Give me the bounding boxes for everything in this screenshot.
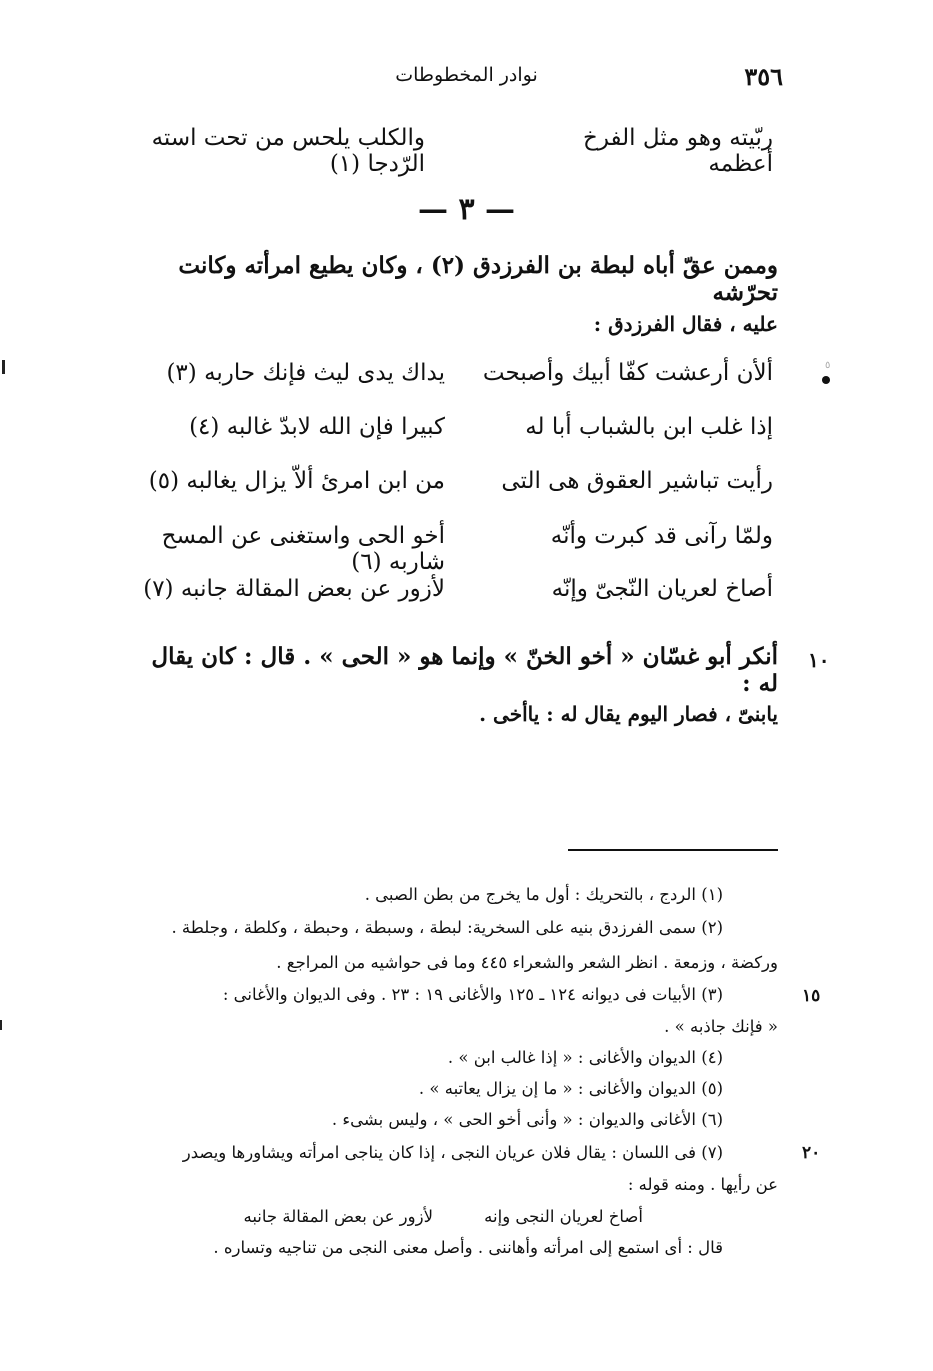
running-title: نوادر المخطوطات: [395, 64, 538, 86]
poem-verse-5-first-hemistich: أصاخ لعريان النّجىّ وإنّه: [551, 576, 773, 602]
poem-verse-4-first-hemistich: ولمّا رآنى قد كبرت وأنّه: [550, 523, 773, 549]
poem-verse-4-second-hemistich: أخو الحى واستغنى عن المسح شاربه (٦): [161, 523, 445, 575]
note-line-2: يابنىّ ، فصار اليوم يقال له : ياأخى .: [479, 702, 778, 726]
footnote-2-line-2: وركضة ، وزمعة . انظر الشعر والشعراء ٤٤٥ وما فى حواشيه من المراجع .: [276, 953, 778, 972]
footnote-4: (٤) الديوان والأغانى : « إذا غالب ابن » .: [447, 1048, 723, 1067]
footnote-7-line-2: عن رأيها . ومنه قوله :: [627, 1175, 778, 1194]
opening-verse: [0, 125, 933, 177]
poem-verse-2: [0, 414, 933, 462]
margin-line-number-15: ١٥: [802, 986, 821, 1006]
poem-verse-5-second-hemistich: لأزور عن بعض المقالة جانبه (٧): [143, 576, 445, 602]
poem-verse-1-first-hemistich: ألأن أرعشت كفّا أبيك وأصبحت: [482, 360, 773, 386]
page-number: ٣٥٦: [744, 62, 783, 91]
footnote-7-quoted-second-hemistich: لأزور عن بعض المقالة جانبه: [243, 1207, 433, 1226]
intro-line-2: عليه ، فقال الفرزدق :: [593, 312, 778, 336]
footnote-6: (٦) الأغانى والديوان : « وأنى أخو الحى » ، وليس بشىء .: [331, 1110, 723, 1129]
opening-verse-first-hemistich: ربّيته وهو مثل الفرخ أعظمه: [582, 125, 773, 177]
poem-verse-3-second-hemistich: من ابن امرئ ألاّ يزال يغالبه (٥): [148, 468, 445, 494]
margin-five-number: ٥: [825, 360, 831, 371]
footnote-separator: [568, 849, 778, 851]
section-number: — ٣ —: [417, 192, 516, 227]
poem-verse-4: [0, 523, 933, 575]
poem-verse-3: [0, 468, 933, 516]
poem-verse-1-second-hemistich: يداك يدى ليث فإنك حاربه (٣): [166, 360, 445, 386]
poem-verse-2-first-hemistich: إذا غلب ابن بالشباب أبا له: [525, 414, 773, 440]
footnote-7-line-3: قال : أى استمع إلى امرأته وأهاننى . وأصل معنى النجى من تناجيه وتساره .: [213, 1238, 723, 1257]
footnote-3-line-1: (٣) الأبيات فى ديوانه ١٢٤ ـ ١٢٥ والأغانى ١٩ : ٢٣ . وفى الديوان والأغانى :: [222, 985, 723, 1004]
poem-verse-2-second-hemistich: كبيرا فإن الله لابدّ غالبه (٤): [189, 414, 445, 440]
opening-verse-second-hemistich: والكلب يلحس من تحت استه الرّدجا (١): [151, 125, 425, 177]
footnote-2-line-1: (٢) سمى الفرزدق بنيه على السخرية: لبطة ، وسبطة ، وحبطة ، وكلطة ، وجلطة .: [171, 918, 723, 937]
footnote-3-line-2: « فإنك جاذبه » .: [664, 1017, 778, 1036]
scan-edge-mark: [0, 1020, 2, 1030]
margin-line-number-10: ١٠: [808, 648, 830, 672]
footnote-1: (١) الردج ، بالتحريك : أول ما يخرج من بطن الصبى .: [364, 885, 723, 904]
note-line-1: أنكر أبو غسّان « أخو الخنّ » وإنما هو « الحى » . قال : كان يقال له :: [151, 643, 778, 697]
poem-verse-1: [0, 360, 933, 408]
footnote-5: (٥) الديوان والأغانى : « ما إن يزال يعاتبه » .: [418, 1079, 723, 1098]
poem-verse-5: [0, 576, 933, 624]
footnote-7-quoted-first-hemistich: أصاخ لعريان النجى وإنه: [484, 1207, 643, 1226]
scan-edge-mark: [2, 360, 5, 374]
intro-line-1: وممن عقّ أباه لبطة بن الفرزدق (٢) ، وكان يطيع امرأته وكانت تحرّشه: [178, 252, 778, 306]
margin-line-number-20: ٢٠: [802, 1143, 821, 1163]
footnote-7-line-1: (٧) فى اللسان : يقال فلان عريان النجى ، إذا كان يناجى امرأته ويشاورها ويصدر: [182, 1143, 723, 1162]
poem-verse-3-first-hemistich: رأيت تباشير العقوق هى التى: [501, 468, 773, 494]
